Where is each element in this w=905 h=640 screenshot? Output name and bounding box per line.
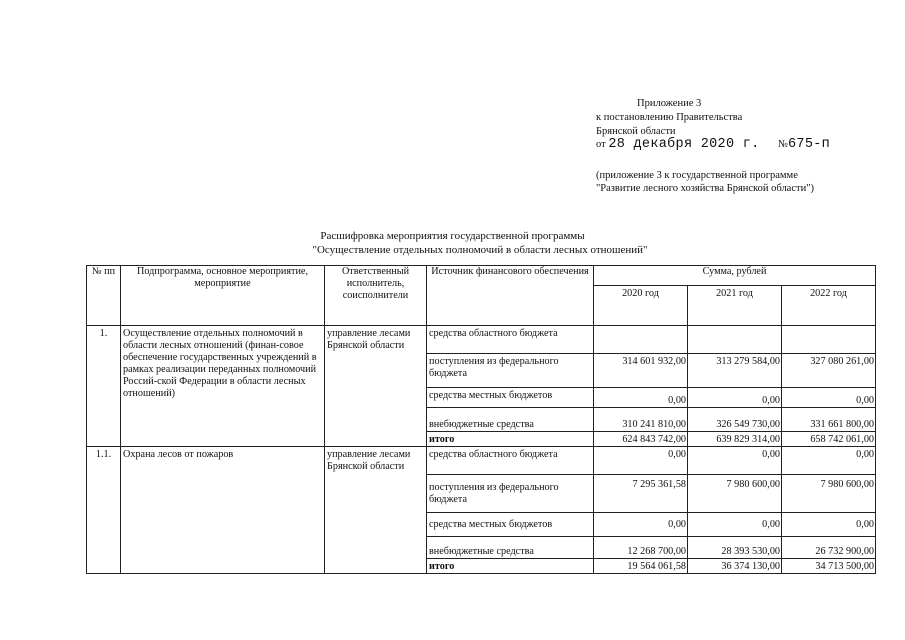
row-value-2020: 0,00 — [594, 388, 688, 408]
header-sum: Сумма, рублей — [594, 266, 876, 286]
appendix-label: Приложение 3 — [637, 98, 702, 109]
number-prefix: № — [778, 139, 789, 150]
row-program-name: Охрана лесов от пожаров — [121, 447, 325, 574]
row-program-name: Осуществление отдельных полномочий в области лесных отношений (финан-совое обеспечение государственных учреждений в рамках реализации переданных полномочий Россий-ской Федерации в области лесных отношений) — [121, 326, 325, 447]
date-value: 28 декабря 2020 г. — [608, 137, 760, 152]
row-source: поступления из федерального бюджета — [427, 475, 594, 513]
row-source: итого — [427, 559, 594, 574]
row-value-2020: 19 564 061,58 — [594, 559, 688, 574]
row-value-2020: 310 241 810,00 — [594, 408, 688, 432]
row-value-2021: 0,00 — [688, 388, 782, 408]
row-value-2020: 0,00 — [594, 513, 688, 537]
row-value-2022: 34 713 500,00 — [782, 559, 876, 574]
row-source: средства областного бюджета — [427, 326, 594, 354]
row-value-2020 — [594, 326, 688, 354]
header-2022: 2022 год — [782, 286, 876, 326]
row-source: итого — [427, 432, 594, 447]
number-value: 675-п — [788, 137, 831, 152]
resolution-label: к постановлению Правительства — [596, 112, 743, 123]
row-value-2022: 327 080 261,00 — [782, 354, 876, 388]
row-source: средства местных бюджетов — [427, 388, 594, 408]
row-value-2020: 12 268 700,00 — [594, 537, 688, 559]
header-source: Источник финансового обеспечения — [427, 266, 594, 326]
row-value-2022: 26 732 900,00 — [782, 537, 876, 559]
row-value-2022: 0,00 — [782, 513, 876, 537]
row-num: 1. — [87, 326, 121, 447]
document-subtitle: "Осуществление отдельных полномочий в области лесных отношений" — [312, 244, 648, 256]
row-value-2022: 7 980 600,00 — [782, 475, 876, 513]
row-source: средства областного бюджета — [427, 447, 594, 475]
date-line — [596, 139, 760, 151]
row-value-2022: 658 742 061,00 — [782, 432, 876, 447]
row-value-2021: 7 980 600,00 — [688, 475, 782, 513]
row-num: 1.1. — [87, 447, 121, 574]
row-source: средства местных бюджетов — [427, 513, 594, 537]
program-note-line2: "Развитие лесного хозяйства Брянской области") — [596, 183, 814, 194]
row-executor: управление лесами Брянской области — [325, 447, 427, 574]
row-source: внебюджетные средства — [427, 537, 594, 559]
row-value-2021: 639 829 314,00 — [688, 432, 782, 447]
row-value-2021: 326 549 730,00 — [688, 408, 782, 432]
row-value-2020: 624 843 742,00 — [594, 432, 688, 447]
header-program: Подпрограмма, основное мероприятие, мероприятие — [121, 266, 325, 326]
row-value-2021: 36 374 130,00 — [688, 559, 782, 574]
header-2020: 2020 год — [594, 286, 688, 326]
header-executor: Ответственный исполнитель, соисполнители — [325, 266, 427, 326]
finance-table — [86, 265, 876, 574]
row-value-2021: 28 393 530,00 — [688, 537, 782, 559]
table-row — [87, 326, 876, 354]
row-value-2022: 0,00 — [782, 388, 876, 408]
row-source: внебюджетные средства — [427, 408, 594, 432]
number-line — [778, 139, 830, 151]
header-2021: 2021 год — [688, 286, 782, 326]
document-title: Расшифровка мероприятия государственной программы — [320, 230, 585, 242]
row-value-2021 — [688, 326, 782, 354]
table-row — [87, 447, 876, 475]
row-source: поступления из федерального бюджета — [427, 354, 594, 388]
row-value-2020: 0,00 — [594, 447, 688, 475]
row-value-2020: 7 295 361,58 — [594, 475, 688, 513]
row-value-2022: 0,00 — [782, 447, 876, 475]
program-note-line1: (приложение 3 к государственной программе — [596, 170, 798, 181]
row-value-2021: 313 279 584,00 — [688, 354, 782, 388]
region-label: Брянской области — [596, 126, 676, 137]
row-value-2022: 331 661 800,00 — [782, 408, 876, 432]
row-value-2022 — [782, 326, 876, 354]
header-num: № пп — [87, 266, 121, 326]
row-value-2020: 314 601 932,00 — [594, 354, 688, 388]
date-prefix: от — [596, 139, 606, 150]
row-executor: управление лесами Брянской области — [325, 326, 427, 447]
row-value-2021: 0,00 — [688, 447, 782, 475]
row-value-2021: 0,00 — [688, 513, 782, 537]
